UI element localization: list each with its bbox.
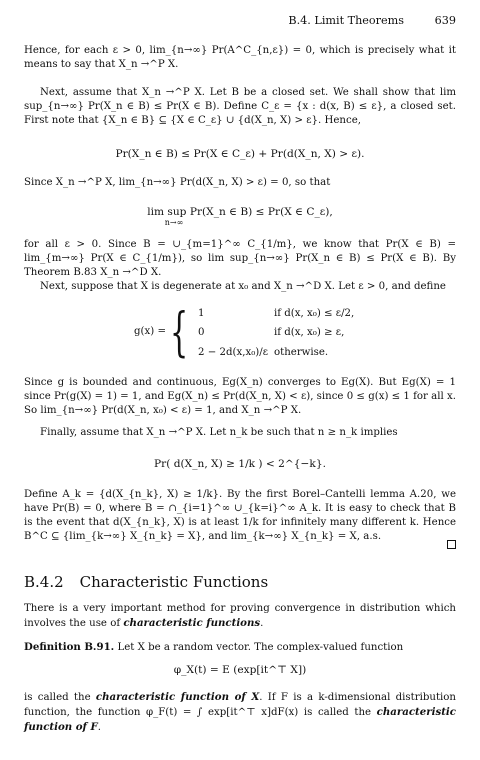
- case-condition-2: if d(x, x₀) ≥ ε,: [274, 327, 345, 338]
- paragraph-6: Since g is bounded and continuous, Eg(X_n) converges to Eg(X). But Eg(X) = 1 since Pr(g(X) = 1) = 1, and Eg(X_n) ≤ Pr(d(X_n, X) < ε), since 0 ≤ g(x) ≤ 1 for all x. So lim_{n→∞} Pr(d(X_n, x₀) < ε) = 1, and X_n →^P X.: [24, 377, 456, 416]
- equation-3: Pr( d(X_n, X) ≥ 1/k ) < 2^{−k}.: [154, 458, 326, 470]
- case-value-1: 1: [198, 308, 205, 319]
- running-header-section: B.4. Limit Theorems: [288, 14, 404, 27]
- paragraph-8: Define A_k = {d(X_{n_k}, X) ≥ 1/k}. By the first Borel–Cantelli lemma A.20, we have Pr(B) = 0, where B = ∩_{i=1}^∞ ∪_{k=i}^∞ A_k. It is easy to check that B is the event that d(X_{n_k}, X) is at least 1/k for infinitely many different k. Hence B^C ⊆ {lim_{k→∞} X_{n_k} = X}, and lim_{k→∞} X_{n_k} = X, a.s.: [24, 489, 456, 542]
- case-value-2: 0: [198, 327, 205, 338]
- definition-label: Definition B.91.: [24, 641, 115, 653]
- paragraph-7: Finally, assume that X_n →^P X. Let n_k be such that n ≥ n_k implies: [40, 427, 398, 438]
- section-number: B.4.2: [24, 573, 64, 591]
- piecewise-lhs: g(x) =: [134, 326, 166, 337]
- term-characteristic-function-of-x: characteristic function of X: [95, 691, 260, 703]
- page-number: 639: [434, 14, 456, 27]
- section-title: Characteristic Functions: [79, 573, 269, 591]
- definition-text-a: Let X be a random vector. The complex-valued function: [114, 642, 404, 653]
- definition-b91: [24, 640, 456, 655]
- paragraph-1: Hence, for each ε > 0, lim_{n→∞} Pr(A^C_{n,ε}) = 0, which is precisely what it means to say that X_n →^P X.: [24, 45, 456, 70]
- case-condition-3: otherwise.: [274, 347, 329, 358]
- paragraph-3: Since X_n →^P X, lim_{n→∞} Pr(d(X_n, X) > ε) = 0, so that: [24, 177, 331, 188]
- section-heading: [24, 573, 268, 591]
- paragraph-9: [24, 602, 456, 631]
- running-header: [24, 14, 456, 30]
- definition-text-b2: . If F is a k-dimensional distribution function, the function φ_F(t) = ∫ exp[it^⊤ x]dF(x) is called the: [24, 692, 456, 718]
- case-value-3: 2 − 2d(x,x₀)/ε: [198, 347, 268, 358]
- piecewise-definition: [134, 304, 394, 364]
- equation-2-subscript: n→∞: [164, 218, 184, 227]
- term-characteristic-functions: characteristic functions: [123, 617, 261, 629]
- left-brace: {: [170, 303, 189, 363]
- paragraph-4: for all ε > 0. Since B = ∪_{m=1}^∞ C_{1/m}, we know that Pr(X ∈ B) = lim_{m→∞} Pr(X ∈ C_{1/m}), so lim sup_{n→∞} Pr(X_n ∈ B) ≤ Pr(X ∈ B). By Theorem B.83 X_n →^D X.: [24, 239, 456, 278]
- paragraph-2: Next, assume that X_n →^P X. Let B be a closed set. We shall show that lim sup_{n→∞} Pr(X_n ∈ B) ≤ Pr(X ∈ B). Define C_ε = {x : d(x, B) ≤ ε}, a closed set. First note that {X_n ∈ B} ⊆ {X ∈ C_ε} ∪ {d(X_n, X) > ε}. Hence,: [24, 87, 456, 126]
- equation-4: φ_X(t) = E (exp[it^⊤ X]): [173, 664, 307, 676]
- definition-continued: [24, 690, 456, 735]
- definition-text-b3: .: [97, 722, 101, 733]
- qed-box-icon: [447, 540, 456, 549]
- paragraph-5: Next, suppose that X is degenerate at x₀ and X_n →^D X. Let ε > 0, and define: [40, 281, 446, 292]
- equation-2: lim sup Pr(X_n ∈ B) ≤ Pr(X ∈ C_ε),: [147, 206, 333, 218]
- paragraph-9-text-b: .: [260, 618, 264, 629]
- term-characteristic-function-of-f: characteristic function of F: [24, 706, 456, 733]
- definition-text-b1: is called the: [24, 692, 96, 703]
- equation-1: Pr(X_n ∈ B) ≤ Pr(X ∈ C_ε) + Pr(d(X_n, X) > ε).: [115, 148, 365, 160]
- case-condition-1: if d(x, x₀) ≤ ε/2,: [274, 308, 355, 319]
- paragraph-9-text-a: There is a very important method for proving convergence in distribution which involves the use of: [24, 603, 456, 629]
